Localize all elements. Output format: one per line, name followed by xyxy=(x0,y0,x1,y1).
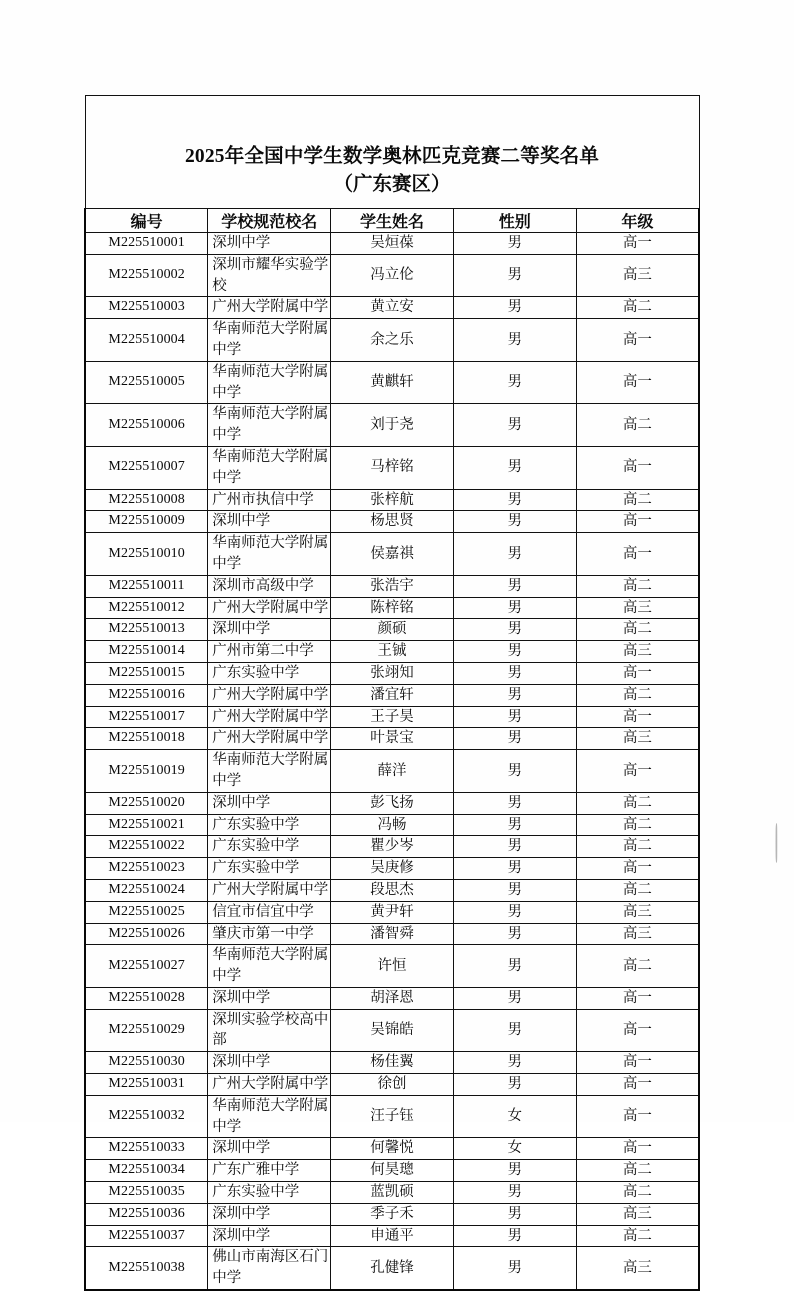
table-row xyxy=(85,297,699,319)
table-row xyxy=(85,619,699,641)
table-row xyxy=(85,254,699,297)
cell-id: M225510008 xyxy=(85,489,208,511)
cell-gender: 男 xyxy=(453,404,576,447)
cell-school: 肇庆市第一中学 xyxy=(208,923,331,945)
cell-school: 华南师范大学附属中学 xyxy=(208,361,331,404)
cell-grade: 高三 xyxy=(576,597,699,619)
column-header-grade: 年级 xyxy=(576,209,699,233)
cell-gender: 男 xyxy=(453,575,576,597)
cell-id: M225510019 xyxy=(85,750,208,793)
cell-id: M225510005 xyxy=(85,361,208,404)
cell-id: M225510028 xyxy=(85,987,208,1009)
cell-school: 深圳市耀华实验学校 xyxy=(208,254,331,297)
cell-id: M225510031 xyxy=(85,1074,208,1096)
cell-grade: 高三 xyxy=(576,923,699,945)
cell-gender: 男 xyxy=(453,792,576,814)
cell-id: M225510026 xyxy=(85,923,208,945)
cell-school: 广州市执信中学 xyxy=(208,489,331,511)
column-header-id: 编号 xyxy=(85,209,208,233)
cell-grade: 高一 xyxy=(576,1074,699,1096)
cell-gender: 男 xyxy=(453,1225,576,1247)
table-head xyxy=(85,96,699,233)
cell-grade: 高三 xyxy=(576,728,699,750)
table-row xyxy=(85,945,699,988)
cell-grade: 高三 xyxy=(576,901,699,923)
cell-school: 广东实验中学 xyxy=(208,1182,331,1204)
cell-school: 深圳中学 xyxy=(208,792,331,814)
table-row xyxy=(85,1052,699,1074)
cell-grade: 高一 xyxy=(576,987,699,1009)
cell-id: M225510014 xyxy=(85,641,208,663)
cell-grade: 高二 xyxy=(576,814,699,836)
cell-grade: 高二 xyxy=(576,792,699,814)
table-row xyxy=(85,728,699,750)
cell-grade: 高二 xyxy=(576,619,699,641)
cell-name: 颜硕 xyxy=(331,619,454,641)
cell-grade: 高一 xyxy=(576,858,699,880)
table-row xyxy=(85,1009,699,1052)
table-row xyxy=(85,597,699,619)
table-row xyxy=(85,575,699,597)
cell-name: 胡泽恩 xyxy=(331,987,454,1009)
cell-grade: 高二 xyxy=(576,879,699,901)
cell-id: M225510007 xyxy=(85,446,208,489)
cell-grade: 高一 xyxy=(576,1009,699,1052)
table-row xyxy=(85,1225,699,1247)
table-row xyxy=(85,923,699,945)
cell-name: 吴庚修 xyxy=(331,858,454,880)
cell-gender: 男 xyxy=(453,361,576,404)
cell-name: 王铖 xyxy=(331,641,454,663)
cell-name: 余之乐 xyxy=(331,319,454,362)
cell-gender: 男 xyxy=(453,987,576,1009)
table-row xyxy=(85,533,699,576)
cell-grade: 高二 xyxy=(576,489,699,511)
cell-school: 广东实验中学 xyxy=(208,662,331,684)
cell-gender: 女 xyxy=(453,1095,576,1138)
cell-id: M225510018 xyxy=(85,728,208,750)
table-row xyxy=(85,641,699,663)
cell-name: 何馨悦 xyxy=(331,1138,454,1160)
document-title-cell xyxy=(85,96,699,209)
cell-grade: 高二 xyxy=(576,945,699,988)
cell-grade: 高二 xyxy=(576,1160,699,1182)
cell-name: 王子昊 xyxy=(331,706,454,728)
cell-grade: 高二 xyxy=(576,1182,699,1204)
table-row xyxy=(85,814,699,836)
cell-school: 广东实验中学 xyxy=(208,814,331,836)
cell-gender: 男 xyxy=(453,446,576,489)
cell-grade: 高二 xyxy=(576,575,699,597)
cell-gender: 女 xyxy=(453,1138,576,1160)
cell-name: 瞿少岑 xyxy=(331,836,454,858)
cell-id: M225510013 xyxy=(85,619,208,641)
cell-gender: 男 xyxy=(453,1052,576,1074)
scan-artifact-mark xyxy=(775,823,778,863)
cell-gender: 男 xyxy=(453,1074,576,1096)
cell-name: 叶景宝 xyxy=(331,728,454,750)
cell-id: M225510011 xyxy=(85,575,208,597)
cell-id: M225510024 xyxy=(85,879,208,901)
cell-school: 广州大学附属中学 xyxy=(208,684,331,706)
cell-gender: 男 xyxy=(453,533,576,576)
table-row xyxy=(85,662,699,684)
cell-school: 广州大学附属中学 xyxy=(208,728,331,750)
cell-school: 广州大学附属中学 xyxy=(208,706,331,728)
cell-grade: 高一 xyxy=(576,446,699,489)
cell-gender: 男 xyxy=(453,945,576,988)
cell-gender: 男 xyxy=(453,619,576,641)
cell-gender: 男 xyxy=(453,879,576,901)
cell-school: 华南师范大学附属中学 xyxy=(208,446,331,489)
cell-grade: 高一 xyxy=(576,511,699,533)
cell-name: 杨思贤 xyxy=(331,511,454,533)
cell-name: 孔健锋 xyxy=(331,1247,454,1290)
table-row xyxy=(85,858,699,880)
cell-gender: 男 xyxy=(453,597,576,619)
cell-id: M225510037 xyxy=(85,1225,208,1247)
column-header-school: 学校规范校名 xyxy=(208,209,331,233)
cell-grade: 高三 xyxy=(576,254,699,297)
cell-name: 侯嘉祺 xyxy=(331,533,454,576)
cell-name: 张翊知 xyxy=(331,662,454,684)
cell-school: 信宜市信宜中学 xyxy=(208,901,331,923)
table-header-row xyxy=(85,209,699,233)
cell-grade: 高二 xyxy=(576,404,699,447)
document-title-line-2: （广东赛区） xyxy=(333,174,451,195)
cell-school: 广州大学附属中学 xyxy=(208,879,331,901)
cell-school: 广州市第二中学 xyxy=(208,641,331,663)
table-row xyxy=(85,987,699,1009)
cell-school: 深圳中学 xyxy=(208,233,331,255)
cell-gender: 男 xyxy=(453,858,576,880)
table-body xyxy=(85,233,699,1291)
cell-grade: 高一 xyxy=(576,1095,699,1138)
cell-name: 张梓航 xyxy=(331,489,454,511)
cell-name: 彭飞扬 xyxy=(331,792,454,814)
cell-name: 蓝凯硕 xyxy=(331,1182,454,1204)
cell-name: 汪子钰 xyxy=(331,1095,454,1138)
table-row xyxy=(85,1182,699,1204)
cell-school: 深圳中学 xyxy=(208,1052,331,1074)
cell-grade: 高二 xyxy=(576,684,699,706)
table-row xyxy=(85,1160,699,1182)
cell-id: M225510001 xyxy=(85,233,208,255)
cell-name: 黄尹轩 xyxy=(331,901,454,923)
cell-id: M225510020 xyxy=(85,792,208,814)
cell-school: 深圳中学 xyxy=(208,619,331,641)
cell-name: 吴烜葆 xyxy=(331,233,454,255)
cell-grade: 高一 xyxy=(576,1138,699,1160)
cell-school: 深圳实验学校高中部 xyxy=(208,1009,331,1052)
cell-gender: 男 xyxy=(453,1247,576,1290)
cell-gender: 男 xyxy=(453,319,576,362)
table-row xyxy=(85,404,699,447)
cell-id: M225510022 xyxy=(85,836,208,858)
cell-school: 华南师范大学附属中学 xyxy=(208,750,331,793)
cell-school: 华南师范大学附属中学 xyxy=(208,319,331,362)
cell-name: 张浩宇 xyxy=(331,575,454,597)
cell-id: M225510030 xyxy=(85,1052,208,1074)
cell-name: 冯立伦 xyxy=(331,254,454,297)
table-row xyxy=(85,879,699,901)
cell-school: 广州大学附属中学 xyxy=(208,1074,331,1096)
cell-grade: 高一 xyxy=(576,706,699,728)
cell-name: 薛洋 xyxy=(331,750,454,793)
cell-id: M225510025 xyxy=(85,901,208,923)
cell-id: M225510015 xyxy=(85,662,208,684)
cell-id: M225510034 xyxy=(85,1160,208,1182)
cell-id: M225510032 xyxy=(85,1095,208,1138)
cell-school: 深圳市高级中学 xyxy=(208,575,331,597)
cell-name: 季子禾 xyxy=(331,1203,454,1225)
table-row xyxy=(85,361,699,404)
cell-school: 深圳中学 xyxy=(208,511,331,533)
cell-id: M225510016 xyxy=(85,684,208,706)
award-list-table xyxy=(84,95,700,1291)
cell-gender: 男 xyxy=(453,684,576,706)
table-row xyxy=(85,1138,699,1160)
cell-school: 广东实验中学 xyxy=(208,858,331,880)
cell-id: M225510029 xyxy=(85,1009,208,1052)
cell-id: M225510009 xyxy=(85,511,208,533)
table-row xyxy=(85,233,699,255)
cell-school: 华南师范大学附属中学 xyxy=(208,945,331,988)
cell-grade: 高三 xyxy=(576,1203,699,1225)
cell-school: 深圳中学 xyxy=(208,987,331,1009)
cell-id: M225510006 xyxy=(85,404,208,447)
cell-gender: 男 xyxy=(453,233,576,255)
table-row xyxy=(85,706,699,728)
table-row xyxy=(85,1074,699,1096)
cell-school: 深圳中学 xyxy=(208,1203,331,1225)
table-row xyxy=(85,836,699,858)
cell-grade: 高一 xyxy=(576,750,699,793)
cell-name: 徐创 xyxy=(331,1074,454,1096)
cell-id: M225510010 xyxy=(85,533,208,576)
cell-school: 华南师范大学附属中学 xyxy=(208,404,331,447)
cell-grade: 高二 xyxy=(576,836,699,858)
cell-name: 刘于尧 xyxy=(331,404,454,447)
table-row xyxy=(85,446,699,489)
cell-gender: 男 xyxy=(453,923,576,945)
cell-grade: 高二 xyxy=(576,297,699,319)
cell-name: 申通平 xyxy=(331,1225,454,1247)
table-row xyxy=(85,1247,699,1290)
cell-name: 冯畅 xyxy=(331,814,454,836)
cell-name: 潘智舜 xyxy=(331,923,454,945)
cell-grade: 高一 xyxy=(576,662,699,684)
cell-id: M225510012 xyxy=(85,597,208,619)
cell-id: M225510002 xyxy=(85,254,208,297)
cell-gender: 男 xyxy=(453,489,576,511)
cell-id: M225510004 xyxy=(85,319,208,362)
cell-name: 何昊璁 xyxy=(331,1160,454,1182)
cell-school: 广州大学附属中学 xyxy=(208,597,331,619)
cell-gender: 男 xyxy=(453,1203,576,1225)
cell-name: 杨佳翼 xyxy=(331,1052,454,1074)
table-row xyxy=(85,750,699,793)
table-row xyxy=(85,1203,699,1225)
column-header-name: 学生姓名 xyxy=(331,209,454,233)
cell-school: 佛山市南海区石门中学 xyxy=(208,1247,331,1290)
cell-gender: 男 xyxy=(453,901,576,923)
cell-school: 广东实验中学 xyxy=(208,836,331,858)
table-row xyxy=(85,489,699,511)
title-row xyxy=(85,96,699,209)
table-row xyxy=(85,901,699,923)
table-row xyxy=(85,511,699,533)
table-row xyxy=(85,792,699,814)
cell-grade: 高一 xyxy=(576,361,699,404)
cell-grade: 高三 xyxy=(576,1247,699,1290)
cell-school: 华南师范大学附属中学 xyxy=(208,1095,331,1138)
cell-gender: 男 xyxy=(453,728,576,750)
cell-gender: 男 xyxy=(453,836,576,858)
cell-gender: 男 xyxy=(453,1160,576,1182)
cell-gender: 男 xyxy=(453,511,576,533)
cell-grade: 高一 xyxy=(576,533,699,576)
cell-gender: 男 xyxy=(453,297,576,319)
cell-id: M225510038 xyxy=(85,1247,208,1290)
cell-id: M225510033 xyxy=(85,1138,208,1160)
cell-name: 马梓铭 xyxy=(331,446,454,489)
cell-school: 广州大学附属中学 xyxy=(208,297,331,319)
table-row xyxy=(85,684,699,706)
cell-id: M225510023 xyxy=(85,858,208,880)
cell-gender: 男 xyxy=(453,254,576,297)
table-row xyxy=(85,319,699,362)
cell-school: 华南师范大学附属中学 xyxy=(208,533,331,576)
cell-id: M225510017 xyxy=(85,706,208,728)
table-row xyxy=(85,1095,699,1138)
cell-gender: 男 xyxy=(453,1182,576,1204)
cell-name: 许恒 xyxy=(331,945,454,988)
cell-gender: 男 xyxy=(453,641,576,663)
cell-id: M225510035 xyxy=(85,1182,208,1204)
document-title-line-1: 2025年全国中学生数学奥林匹克竞赛二等奖名单 xyxy=(184,146,600,168)
cell-name: 黄麒轩 xyxy=(331,361,454,404)
column-header-gender: 性别 xyxy=(453,209,576,233)
cell-name: 潘宜轩 xyxy=(331,684,454,706)
cell-grade: 高三 xyxy=(576,641,699,663)
cell-gender: 男 xyxy=(453,814,576,836)
cell-grade: 高一 xyxy=(576,233,699,255)
cell-school: 广东广雅中学 xyxy=(208,1160,331,1182)
cell-school: 深圳中学 xyxy=(208,1225,331,1247)
cell-name: 黄立安 xyxy=(331,297,454,319)
cell-gender: 男 xyxy=(453,706,576,728)
cell-grade: 高一 xyxy=(576,319,699,362)
cell-grade: 高一 xyxy=(576,1052,699,1074)
cell-grade: 高二 xyxy=(576,1225,699,1247)
cell-gender: 男 xyxy=(453,662,576,684)
cell-school: 深圳中学 xyxy=(208,1138,331,1160)
cell-name: 吴锦皓 xyxy=(331,1009,454,1052)
cell-id: M225510036 xyxy=(85,1203,208,1225)
cell-id: M225510021 xyxy=(85,814,208,836)
cell-name: 段思杰 xyxy=(331,879,454,901)
cell-gender: 男 xyxy=(453,1009,576,1052)
cell-name: 陈梓铭 xyxy=(331,597,454,619)
cell-id: M225510003 xyxy=(85,297,208,319)
cell-id: M225510027 xyxy=(85,945,208,988)
cell-gender: 男 xyxy=(453,750,576,793)
